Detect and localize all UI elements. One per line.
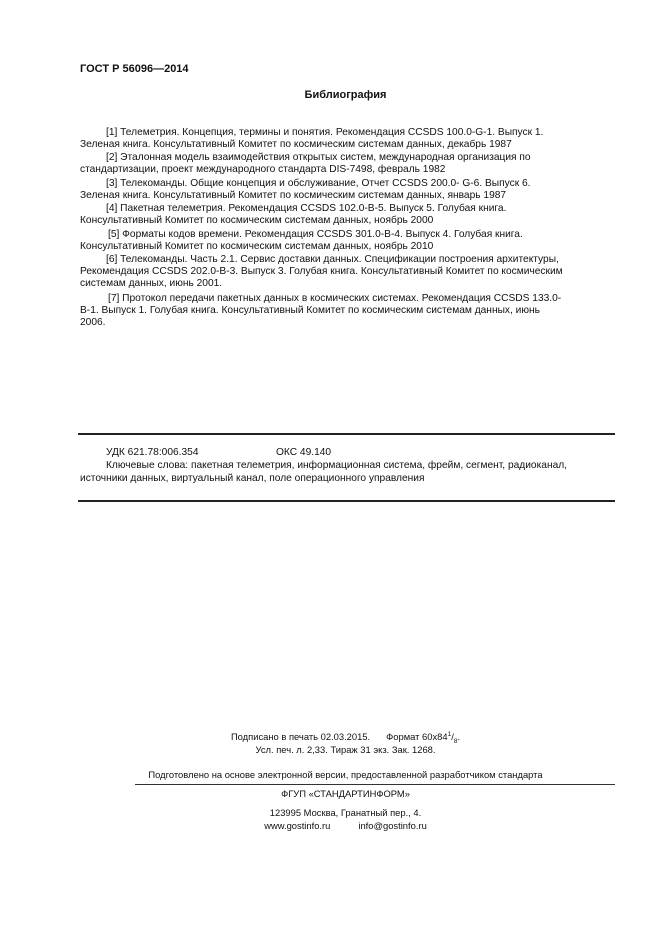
publisher-address: 123995 Москва, Гранатный пер., 4. — [269, 807, 422, 818]
bibliography-entry-4 — [80, 203, 615, 227]
entry-3-line-1: [3] Телекоманды. Общие концепция и обслуживание, Отчет CCSDS 200.0- G-6. Выпуск 6. — [106, 178, 531, 189]
entry-5-line-2: Консультативный Комитет по космическим системам данных, ноябрь 2010 — [80, 241, 434, 253]
entry-1-line-2: Зеленая книга. Консультативный Комитет по космическим системам данных, декабрь 1987 — [80, 139, 512, 151]
entry-7-line-2: B-1. Выпуск 1. Голубая книга. Консультативный Комитет по космическим системам данных, июнь — [80, 305, 540, 317]
entry-6-line-2: Рекомендация CCSDS 202.0-В-3. Выпуск 3. Голубая книга. Консультативный Комитет по космическим — [80, 266, 563, 278]
bibliography-entry-6 — [80, 254, 615, 291]
entry-4-line-2: Консультативный Комитет по космическим системам данных, ноябрь 2000 — [80, 215, 434, 227]
publisher-name: ФГУП «СТАНДАРТИНФОРМ» — [281, 788, 410, 799]
keywords-line-1: Ключевые слова: пакетная телеметрия, информационная система, фрейм, сегмент, радиоканал, — [106, 460, 568, 472]
entry-2-line-1: [2] Эталонная модель взаимодействия открытых систем, международная организация по — [106, 152, 531, 163]
entry-4-line-1: [4] Пакетная телеметрия. Рекомендация CCSDS 102.0-В-5. Выпуск 5. Голубая книга. — [106, 203, 507, 214]
format-numerator: 1 — [447, 730, 452, 738]
prepared-note: Подготовлено на основе электронной версии, предоставленной разработчиком стандарта — [148, 769, 543, 780]
publisher-contacts — [0, 819, 661, 832]
signed-date: Подписано в печать 02.03.2015. — [230, 731, 371, 742]
imprint-line-2 — [0, 743, 661, 756]
entry-7-line-1: [7] Протокол передачи пакетных данных в космических системах. Рекомендация CCSDS 133.0- — [108, 293, 562, 304]
format-prefix: Формат 60х84 — [386, 731, 448, 742]
print-sheets: Усл. печ. л. 2,33. — [255, 744, 328, 755]
entry-1-line-1: [1] Телеметрия. Концепция, термины и понятия. Рекомендация CCSDS 100.0-G-1. Выпуск 1. — [106, 127, 544, 138]
oks-code: ОКС 49.140 — [276, 447, 332, 458]
imprint-line-1 — [0, 730, 661, 743]
entry-7-line-3: 2006. — [80, 317, 106, 329]
entry-6-line-3: системам данных, июнь 2001. — [80, 278, 223, 290]
publisher-rule — [135, 784, 615, 785]
circulation: Тираж 31 экз. — [330, 744, 390, 755]
bibliography-title: Библиография — [304, 89, 387, 101]
order-number: Зак. 1268. — [391, 744, 436, 755]
keywords-line-2: источники данных, виртуальный канал, поле операционного управления — [80, 473, 425, 485]
bibliography-entry-7 — [80, 293, 615, 330]
entry-5-line-1: [5] Форматы кодов времени. Рекомендация CCSDS 301.0-B-4. Выпуск 4. Голубая книга. — [108, 229, 523, 240]
format-denominator: 8 — [453, 737, 458, 745]
website-link[interactable]: www.gostinfo.ru — [264, 820, 331, 831]
udk-code: УДК 621.78:006.354 — [106, 447, 199, 458]
email-link[interactable]: info@gostinfo.ru — [358, 820, 427, 831]
classification-top-rule — [78, 433, 615, 435]
bibliography-entry-3 — [80, 178, 615, 202]
format-suffix: . — [457, 731, 461, 742]
paper-format: Формат $60х84^1/_8$. — [386, 730, 461, 745]
bibliography-entry-1 — [80, 127, 615, 151]
classification-block — [80, 446, 615, 486]
entry-3-line-2: Зеленая книга. Консультативный Комитет по космическим системам данных, январь 1987 — [80, 190, 507, 202]
bibliography-entry-5 — [80, 229, 615, 253]
entry-6-line-1: [6] Телекоманды. Часть 2.1. Сервис доставки данных. Спецификации построения архитектуры, — [106, 254, 559, 265]
entry-2-line-2: стандартизации, проект международного стандарта DIS-7498, февраль 1982 — [80, 164, 446, 176]
standard-code: ГОСТ Р 56096—2014 — [80, 63, 189, 75]
bibliography-entry-2 — [80, 152, 615, 176]
classification-bottom-rule — [78, 500, 615, 502]
